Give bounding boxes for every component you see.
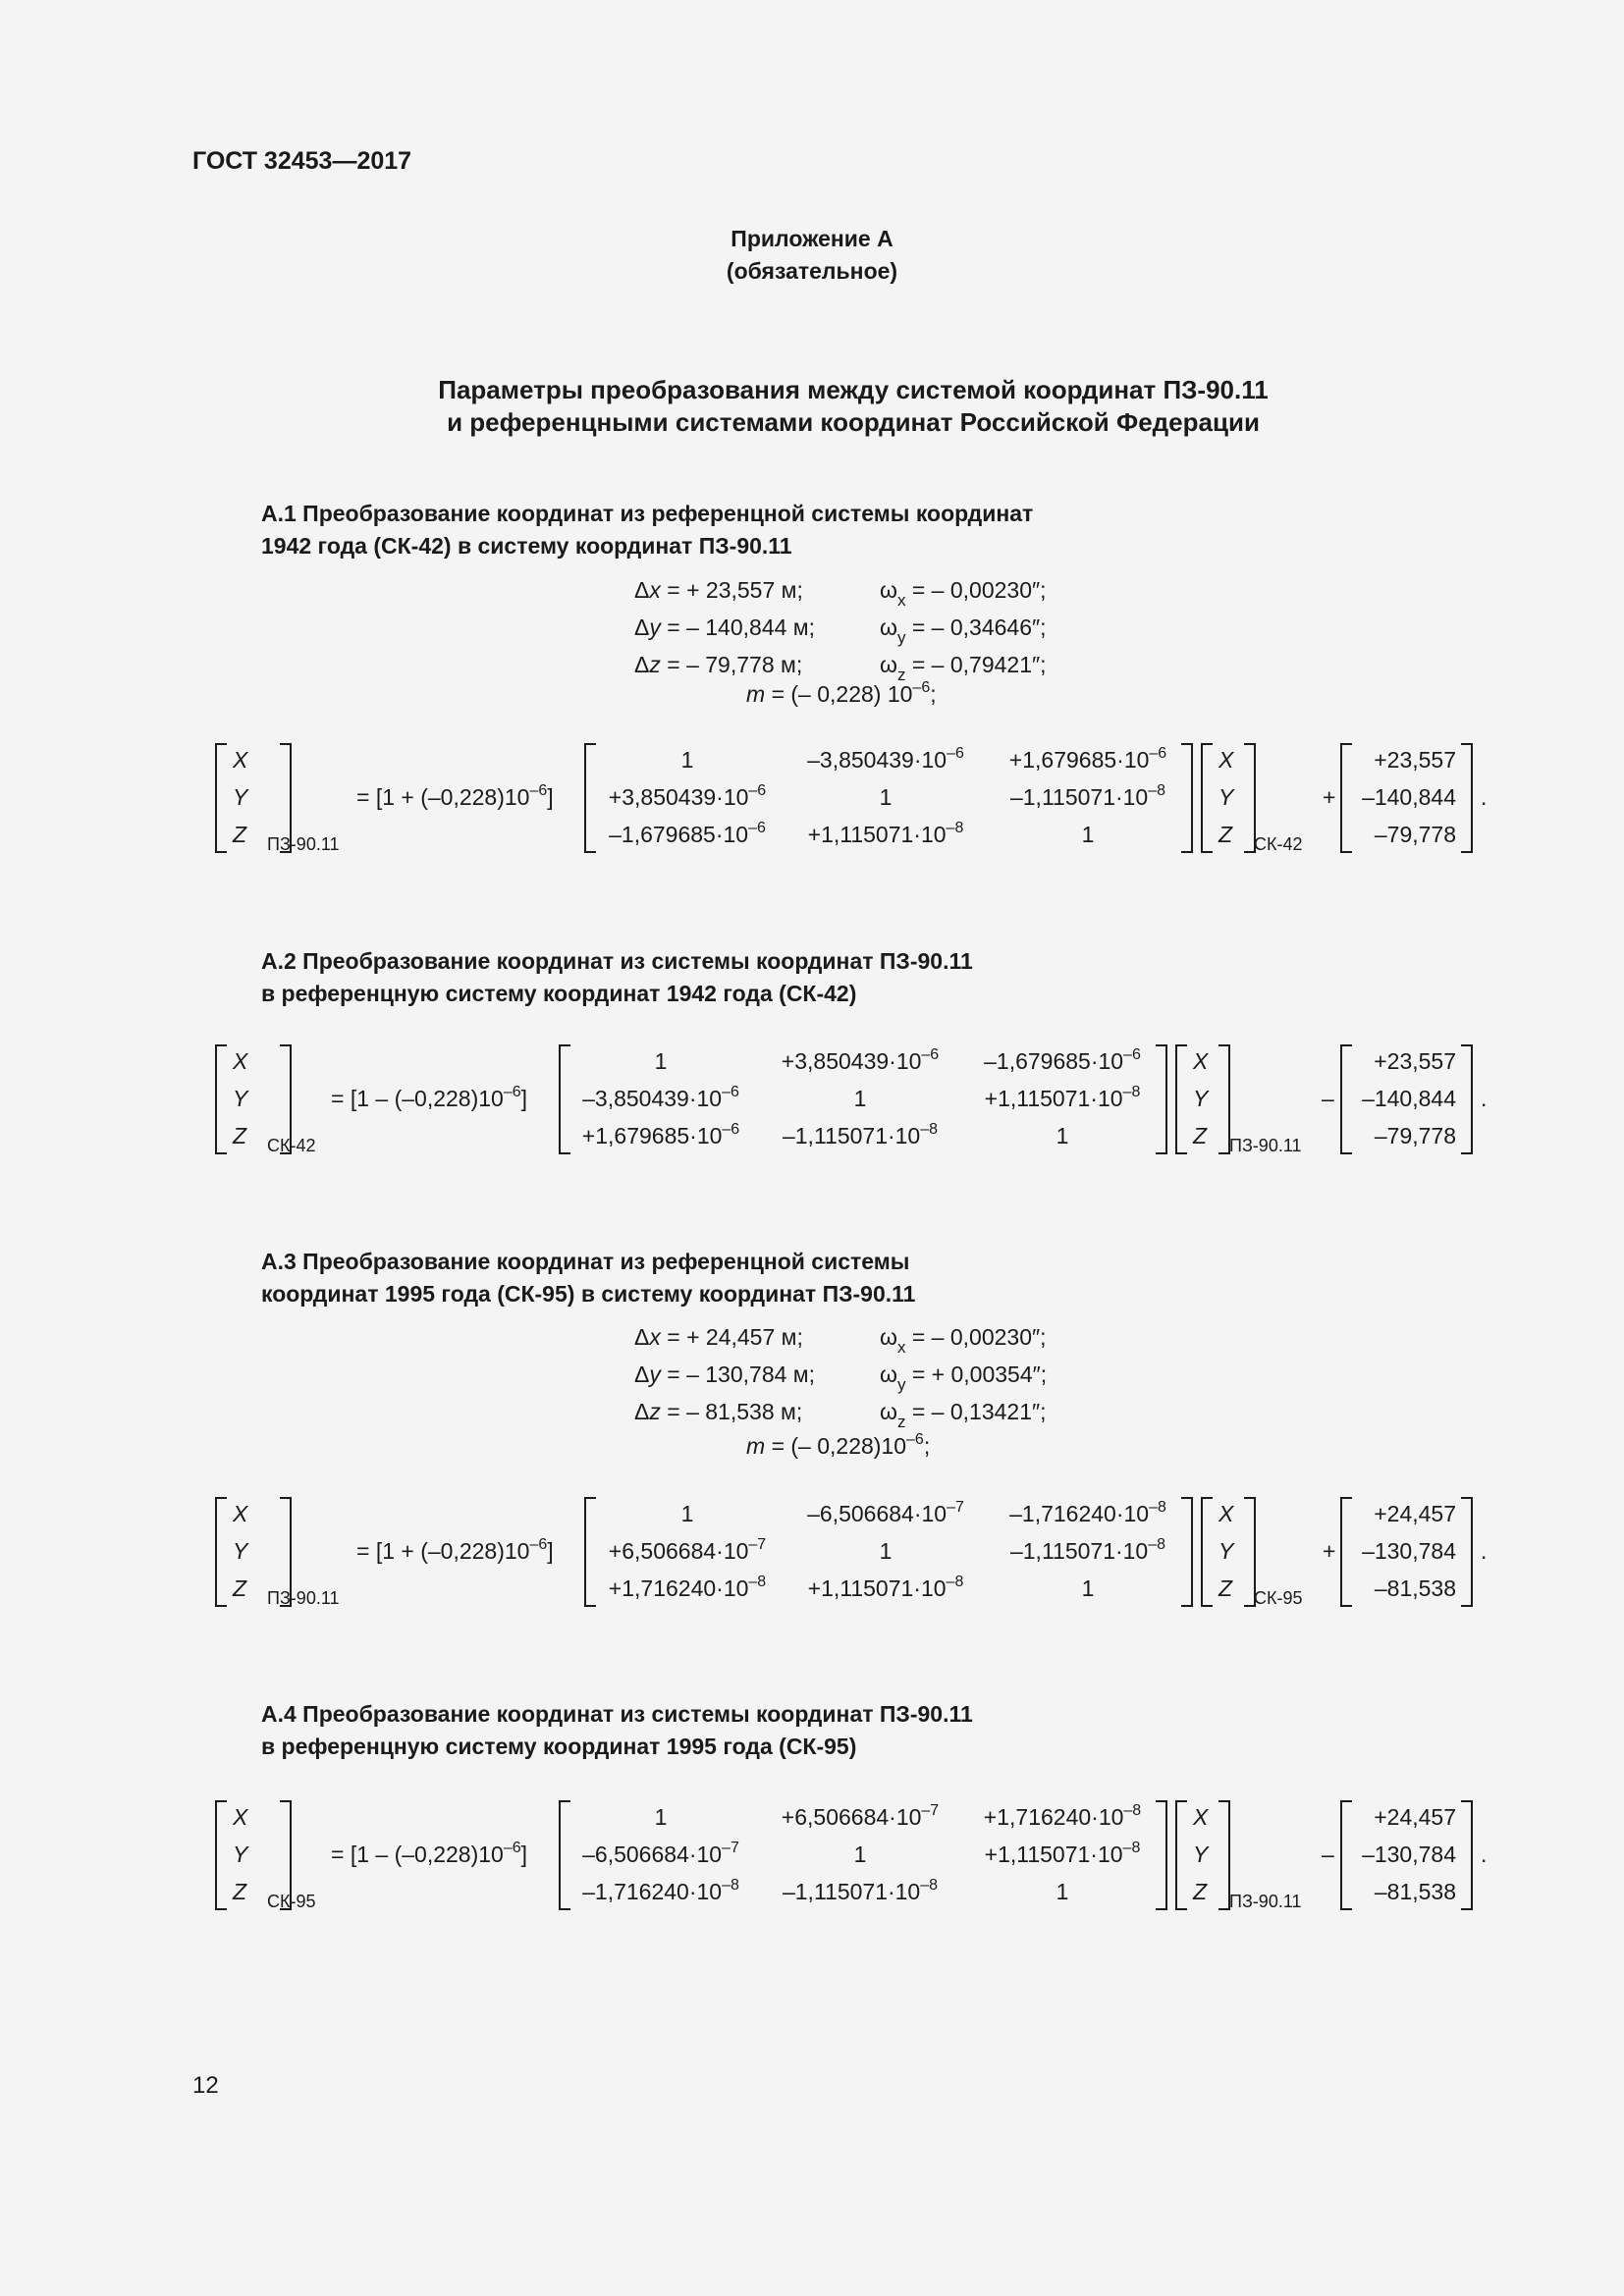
matrix-cell: $-6,506684\cdot 10^{-7}$ xyxy=(807,1499,964,1526)
lhs-var-y: Y xyxy=(233,1538,248,1564)
rhs-var-y: Y xyxy=(1218,1538,1234,1564)
operator: + xyxy=(1323,784,1336,810)
shift-value: –140,844 xyxy=(1362,1086,1456,1111)
operator: + xyxy=(1323,1538,1336,1564)
matrix-cell: $-1,115071\cdot 10^{-8}$ xyxy=(1009,782,1166,810)
lhs-var-z: Z xyxy=(233,1123,247,1148)
rhs-subscript: СК-95 xyxy=(1254,1588,1303,1608)
rhs-subscript: ПЗ-90.11 xyxy=(1229,1892,1302,1911)
shift-value: –81,538 xyxy=(1374,1879,1456,1904)
shift-value: –79,778 xyxy=(1374,1123,1456,1148)
section-heading-line2: 1942 года (СК-42) в систему координат ПЗ-90.11 xyxy=(261,533,792,559)
main-title-line2: и референцными системами координат Российской Федерации xyxy=(447,407,1260,437)
scale-factor: = $[1 + (-0,228)10^{-6}]$ xyxy=(356,1536,554,1564)
shift-bracket-right xyxy=(1461,743,1473,853)
matrix-cell: $+1,115071\cdot 10^{-8}$ xyxy=(807,1574,964,1601)
matrix-cell: $+6,506684\cdot 10^{-7}$ xyxy=(781,1802,940,1830)
section-heading-line1: А.2 Преобразование координат из системы координат ПЗ-90.11 xyxy=(261,948,973,974)
page-number: 12 xyxy=(192,2072,219,2099)
matrix-cell: $-1,679685\cdot 10^{-6}$ xyxy=(984,1046,1141,1074)
shift-value: –81,538 xyxy=(1374,1575,1456,1601)
section-a4-heading xyxy=(261,1698,973,1763)
matrix-cell: $+1,115071\cdot 10^{-8}$ xyxy=(807,820,964,847)
lhs-bracket-left xyxy=(215,1044,227,1154)
matrix-cell: $-1,716240\cdot 10^{-8}$ xyxy=(1009,1499,1166,1526)
lhs-bracket-left xyxy=(215,1497,227,1607)
shift-value: –130,784 xyxy=(1362,1538,1456,1564)
matrix-cell: $+3,850439\cdot 10^{-6}$ xyxy=(781,1046,940,1074)
matrix-cell: 1 xyxy=(879,1538,893,1564)
annex-status: (обязательное) xyxy=(726,258,898,284)
rhs-subscript: СК-42 xyxy=(1254,834,1303,854)
section-a3-heading xyxy=(261,1246,915,1310)
section-heading-line2: в референцную систему координат 1942 года (СК-42) xyxy=(261,981,857,1006)
section-heading-line2: в референцную систему координат 1995 года (СК-95) xyxy=(261,1734,857,1759)
rhs-var-z: Z xyxy=(1193,1879,1208,1904)
main-title-line1: Параметры преобразования между системой координат ПЗ-90.11 xyxy=(438,375,1269,404)
shift-bracket-right xyxy=(1461,1497,1473,1607)
lhs-var-x: X xyxy=(233,747,248,773)
rhs-bracket-left xyxy=(1175,1044,1187,1154)
param-wx: $\omega_x$ = – 0,00230″; xyxy=(880,1324,1047,1357)
equation-a2 xyxy=(0,1044,1624,1162)
rhs-var-z: Z xyxy=(1218,1575,1233,1601)
period: . xyxy=(1481,1842,1488,1867)
matrix-cell: 1 xyxy=(853,1086,867,1111)
section-a2-heading xyxy=(261,945,973,1010)
shift-bracket-right xyxy=(1461,1044,1473,1154)
matrix-cell: 1 xyxy=(1056,1123,1069,1148)
rhs-var-z: Z xyxy=(1193,1123,1208,1148)
operator: – xyxy=(1322,1842,1334,1867)
rhs-subscript: ПЗ-90.11 xyxy=(1229,1136,1302,1155)
param-wy: $\omega_y$ = + 0,00354″; xyxy=(880,1362,1048,1394)
param-m: m = (– $0,228)10^{-6}$; xyxy=(746,1431,931,1459)
shift-value: –140,844 xyxy=(1362,784,1456,810)
rhs-var-x: X xyxy=(1193,1804,1209,1830)
equation-a3 xyxy=(0,1497,1624,1615)
shift-value: –130,784 xyxy=(1362,1842,1456,1867)
rhs-var-y: Y xyxy=(1193,1842,1209,1867)
matrix-cell: 1 xyxy=(1056,1879,1069,1904)
matrix-cell: $-3,850439\cdot 10^{-6}$ xyxy=(807,745,964,773)
lhs-bracket-left xyxy=(215,1800,227,1910)
scale-factor: = $[1 - (-0,228)10^{-6}]$ xyxy=(331,1084,528,1111)
param-dy: Δy = – 140,844 м; xyxy=(634,614,816,640)
lhs-subscript: СК-42 xyxy=(267,1136,316,1155)
lhs-var-x: X xyxy=(233,1501,248,1526)
param-dx: Δx = + 24,457 м; xyxy=(634,1324,803,1350)
matrix-cell: $-1,115071\cdot 10^{-8}$ xyxy=(782,1877,939,1904)
matrix-cell: $-1,679685\cdot 10^{-6}$ xyxy=(609,820,766,847)
rhs-var-y: Y xyxy=(1218,784,1234,810)
shift-value: +23,557 xyxy=(1374,1048,1456,1074)
matrix-cell: $+1,716240\cdot 10^{-8}$ xyxy=(608,1574,767,1601)
lhs-var-z: Z xyxy=(233,1575,247,1601)
lhs-var-z: Z xyxy=(233,1879,247,1904)
lhs-var-x: X xyxy=(233,1048,248,1074)
matrix-cell: 1 xyxy=(1081,1575,1095,1601)
lhs-var-y: Y xyxy=(233,784,248,810)
matrix-cell: $-1,115071\cdot 10^{-8}$ xyxy=(782,1121,939,1148)
lhs-subscript: СК-95 xyxy=(267,1892,316,1911)
section-heading-line1: А.3 Преобразование координат из референцной системы xyxy=(261,1249,910,1274)
param-wy: $\omega_y$ = – 0,34646″; xyxy=(880,614,1047,647)
param-dy: Δy = – 130,784 м; xyxy=(634,1362,816,1387)
shift-value: +24,457 xyxy=(1374,1804,1456,1830)
matrix-cell: 1 xyxy=(680,1501,694,1526)
shift-bracket-right xyxy=(1461,1800,1473,1910)
lhs-var-y: Y xyxy=(233,1086,248,1111)
annex-title: Приложение А xyxy=(731,226,893,251)
rhs-var-y: Y xyxy=(1193,1086,1209,1111)
matrix-cell: $-6,506684\cdot 10^{-7}$ xyxy=(582,1840,739,1867)
param-m: m = (– 0,228) $10^{-6}$; xyxy=(746,679,937,707)
lhs-subscript: ПЗ-90.11 xyxy=(267,834,340,854)
matrix-cell: 1 xyxy=(654,1048,668,1074)
matrix-cell: 1 xyxy=(1081,822,1095,847)
param-wx: $\omega_x$ = – 0,00230″; xyxy=(880,577,1047,610)
rhs-var-z: Z xyxy=(1218,822,1233,847)
matrix-cell: 1 xyxy=(654,1804,668,1830)
scale-factor: = $[1 - (-0,228)10^{-6}]$ xyxy=(331,1840,528,1867)
document-code: ГОСТ 32453—2017 xyxy=(192,147,412,175)
matrix-cell: $+1,716240\cdot 10^{-8}$ xyxy=(983,1802,1142,1830)
rhs-var-x: X xyxy=(1193,1048,1209,1074)
matrix-cell: $-1,716240\cdot 10^{-8}$ xyxy=(582,1877,739,1904)
section-heading-line1: А.1 Преобразование координат из референцной системы координат xyxy=(261,501,1034,526)
section-a1-heading xyxy=(261,498,1033,562)
matrix-cell: $+1,679685\cdot 10^{-6}$ xyxy=(1008,745,1167,773)
shift-value: +23,557 xyxy=(1374,747,1456,773)
lhs-bracket-left xyxy=(215,743,227,853)
period: . xyxy=(1481,784,1488,810)
period: . xyxy=(1481,1538,1488,1564)
section-heading-line2: координат 1995 года (СК-95) в систему координат ПЗ-90.11 xyxy=(261,1281,916,1307)
matrix-cell: $+1,679685\cdot 10^{-6}$ xyxy=(581,1121,740,1148)
matrix-cell: $+6,506684\cdot 10^{-7}$ xyxy=(608,1536,767,1564)
matrix-cell: 1 xyxy=(879,784,893,810)
param-dx: Δx = + 23,557 м; xyxy=(634,577,803,603)
rhs-bracket-left xyxy=(1175,1800,1187,1910)
rhs-bracket-left xyxy=(1201,1497,1213,1607)
section-heading-line1: А.4 Преобразование координат из системы координат ПЗ-90.11 xyxy=(261,1701,973,1727)
period: . xyxy=(1481,1086,1488,1111)
rhs-var-x: X xyxy=(1218,747,1234,773)
param-dz: Δz = – 79,778 м; xyxy=(634,652,803,677)
lhs-var-z: Z xyxy=(233,822,247,847)
shift-value: –79,778 xyxy=(1374,822,1456,847)
operator: – xyxy=(1322,1086,1334,1111)
matrix-cell: $+3,850439\cdot 10^{-6}$ xyxy=(608,782,767,810)
lhs-var-y: Y xyxy=(233,1842,248,1867)
equation-a4 xyxy=(0,1800,1624,1918)
equation-a1 xyxy=(0,743,1624,861)
matrix-cell: $-3,850439\cdot 10^{-6}$ xyxy=(582,1084,739,1111)
param-wz: $\omega_z$ = – 0,13421″; xyxy=(880,1399,1047,1431)
scale-factor: = $[1 + (-0,228)10^{-6}]$ xyxy=(356,782,554,810)
matrix-cell: 1 xyxy=(853,1842,867,1867)
shift-value: +24,457 xyxy=(1374,1501,1456,1526)
lhs-var-x: X xyxy=(233,1804,248,1830)
matrix-cell: $+1,115071\cdot 10^{-8}$ xyxy=(984,1084,1141,1111)
lhs-subscript: ПЗ-90.11 xyxy=(267,1588,340,1608)
matrix-cell: $+1,115071\cdot 10^{-8}$ xyxy=(984,1840,1141,1867)
param-dz: Δz = – 81,538 м; xyxy=(634,1399,803,1424)
rhs-bracket-left xyxy=(1201,743,1213,853)
matrix-cell: 1 xyxy=(680,747,694,773)
matrix-cell: $-1,115071\cdot 10^{-8}$ xyxy=(1009,1536,1166,1564)
param-wz: $\omega_z$ = – 0,79421″; xyxy=(880,652,1047,684)
rhs-var-x: X xyxy=(1218,1501,1234,1526)
